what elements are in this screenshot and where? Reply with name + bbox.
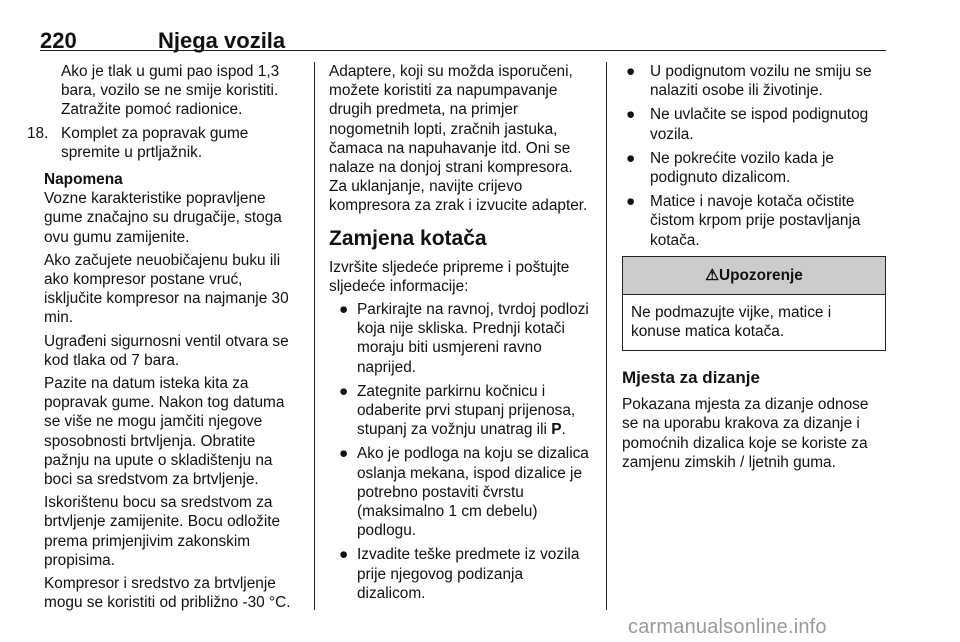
list-item-18 <box>27 124 302 162</box>
list-item <box>622 105 886 143</box>
list-item <box>329 444 595 540</box>
section-heading: Zamjena kotača <box>329 226 487 250</box>
watermark: carmanualsonline.info <box>628 616 827 638</box>
paragraph: Kompresor i sredstvo za brtvljenje mogu se koristiti od približno -30 °C. <box>44 575 291 612</box>
bullet-text: U podignutom vozilu ne smiju se nalaziti osobe ili životinje. <box>650 63 872 100</box>
bullet-icon: ● <box>339 546 349 564</box>
bullet-icon: ● <box>626 106 636 124</box>
bullet-icon: ● <box>626 63 636 80</box>
bullet-icon: ● <box>339 382 349 400</box>
chapter-title: Njega vozila <box>158 28 286 53</box>
column-1 <box>27 62 302 616</box>
paragraph: Ako začujete neuobičajenu buku ili ako kompresor postane vruć, isključite kompresor na najmanje 30 min. <box>44 251 289 327</box>
warning-text: Ne podmazujte vijke, matice i konuse matica kotača. <box>631 303 832 341</box>
bullet-text: Ako je podloga na koju se dizalica oslanja mekana, ispod dizalice je potrebno postaviti čvrstu (maksimalno 1 cm debelu) podlogu. <box>357 445 589 540</box>
bullet-icon: ● <box>626 193 636 211</box>
bullet-text: Ne uvlačite se ispod podignutog vozila. <box>650 106 869 143</box>
lead-paragraph: Izvršite sljedeće pripreme i poštujte sljedeće informacije: <box>329 258 570 295</box>
bullet-icon: ● <box>339 301 349 319</box>
subsection-text: Pokazana mjesta za dizanje odnose se na uporabu krakova za dizanje i pomoćnih dizalica koje se koriste za zamjenu zimskih / ljetnih guma. <box>622 396 869 471</box>
list-item <box>329 382 595 440</box>
paragraph: Vozne karakteristike popravljene gume značajno su drugačije, stoga ovu gumu zamijenite. <box>44 190 282 246</box>
bullet-text: Ne pokrećite vozilo kada je podignuto dizalicom. <box>650 149 834 187</box>
bullet-icon: ● <box>626 149 636 167</box>
paragraph: Pazite na datum isteka kita za popravak gume. Nakon tog datuma se više ne mogu jamčiti njegove sposobnosti brtvljenja. Obratite pažnju na upute o skladištenju na boci sa sredstvom za brtvljenje. <box>44 375 285 489</box>
list-item <box>329 545 595 603</box>
page-number: 220 <box>40 28 77 53</box>
column-2 <box>329 62 595 608</box>
adapter-paragraph: Adaptere, koji su možda isporučeni, možete koristiti za napumpavanje drugih predmeta, na primjer nogometnih lopti, zračnih jastuka, čamaca na napuhavanje itd. Oni se nalaze na donjoj strani kompresora. Za uklanjanje, navijte crijevo kompresora za zrak i izvucite adapter. <box>329 63 588 215</box>
bullet-icon: ● <box>339 445 349 463</box>
column-divider-1 <box>314 62 315 610</box>
list-item <box>329 300 595 377</box>
warning-title: Upozorenje <box>719 266 803 284</box>
bullet-text: Parkirajte na ravnoj, tvrdoj podlozi koja nije skliska. Prednji kotači moraju biti usmjereni ravno naprijed. <box>357 301 589 376</box>
page-header <box>40 6 886 51</box>
bullet-text: Izvadite teške predmete iz vozila prije njegovog podizanja dizalicom. <box>357 546 580 602</box>
note-heading: Napomena <box>44 171 123 189</box>
item-text: Komplet za popravak gume spremite u prtljažnik. <box>61 124 249 161</box>
warning-header <box>623 257 885 295</box>
column-3 <box>622 62 886 476</box>
gear-p-label: P <box>551 421 562 439</box>
list-item <box>622 149 886 187</box>
paragraph: Iskorištenu bocu sa sredstvom za brtvljenje zamijenite. Bocu odložite prema primjenjivim zakonskim propisima. <box>44 494 281 569</box>
warning-icon: ⚠ <box>705 266 719 284</box>
bullet-text: Zategnite parkirnu kočnicu i odaberite prvi stupanj prijenosa, stupanj za vožnju unatrag ili P. <box>357 382 576 439</box>
continued-text: Ako je tlak u gumi pao ispod 1,3 bara, vozilo se ne smije koristiti. Zatražite pomoć radionice. <box>61 63 280 119</box>
list-item <box>622 192 886 250</box>
item-number: 18. <box>27 124 49 142</box>
bullet-text: Matice i navoje kotača očistite čistom krpom prije postavljanja kotača. <box>650 193 861 249</box>
column-divider-2 <box>606 62 607 610</box>
subsection-heading: Mjesta za dizanje <box>622 368 760 388</box>
warning-box <box>622 256 886 351</box>
paragraph: Ugrađeni sigurnosni ventil otvara se kod tlaka od 7 bara. <box>44 332 289 369</box>
list-item <box>622 62 886 100</box>
